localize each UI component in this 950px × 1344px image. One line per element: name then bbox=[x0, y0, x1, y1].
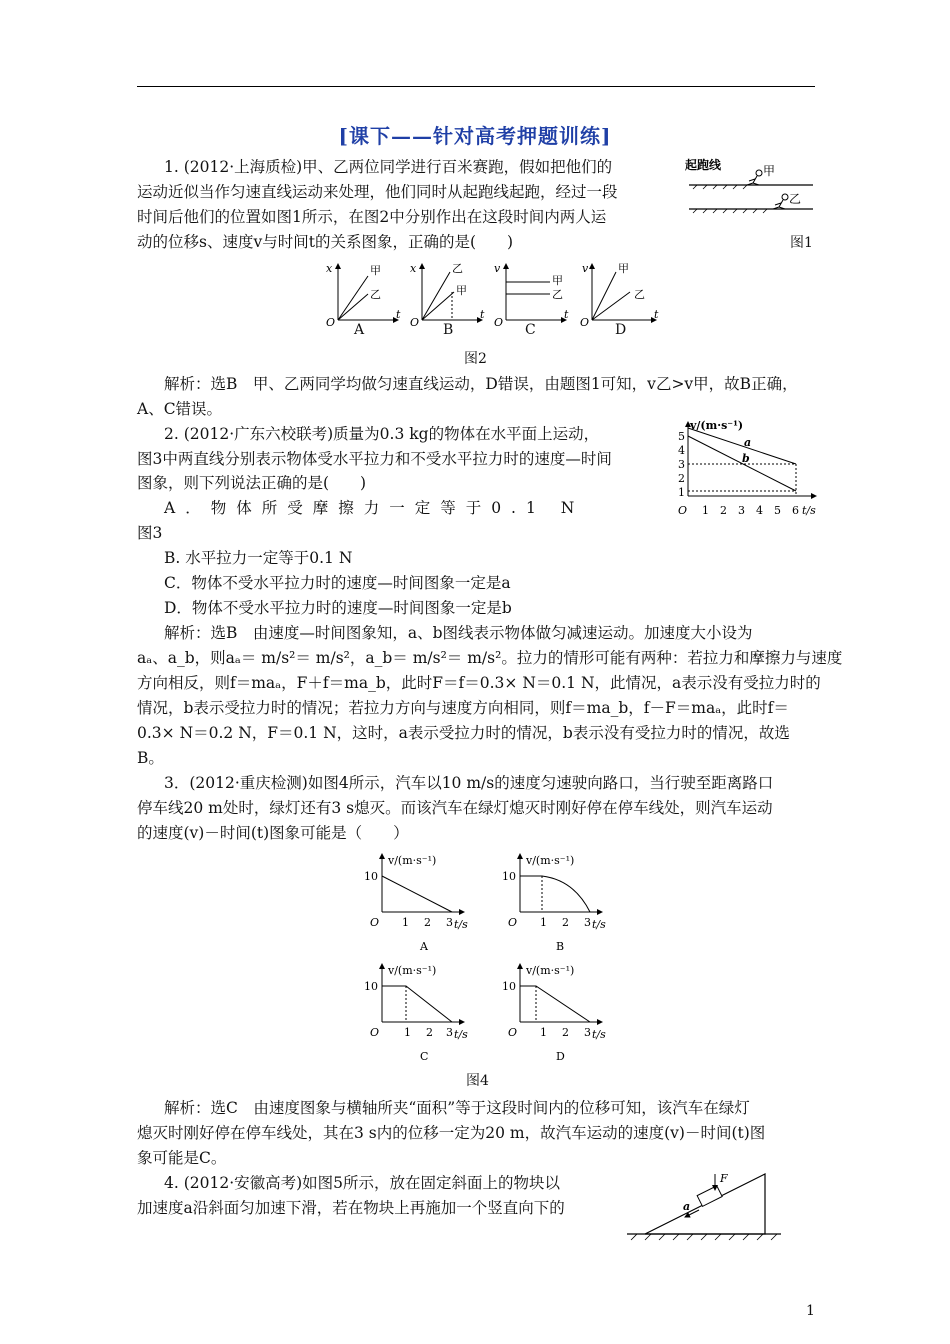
svg-text:v: v bbox=[582, 262, 589, 275]
figure-3-caption: 图3 bbox=[137, 524, 163, 542]
svg-text:甲: 甲 bbox=[456, 284, 467, 297]
acceleration-label: a bbox=[683, 1200, 691, 1213]
svg-text:乙: 乙 bbox=[370, 288, 381, 301]
svg-text:t/s: t/s bbox=[454, 918, 468, 931]
section-title: [课下——针对高考押题训练] bbox=[338, 124, 612, 148]
svg-text:t/s: t/s bbox=[592, 918, 606, 931]
svg-text:1: 1 bbox=[404, 1026, 411, 1039]
svg-text:6: 6 bbox=[792, 504, 799, 517]
graph-A bbox=[326, 262, 401, 329]
figure-1-running-track bbox=[683, 153, 823, 223]
svg-text:A: A bbox=[420, 940, 428, 953]
q2-option-d: D．物体不受水平拉力时的速度—时间图象一定是b bbox=[164, 599, 512, 617]
page-number: 1 bbox=[806, 1303, 815, 1319]
q1-line: 1. (2012·上海质检)甲、乙两位同学进行百米赛跑，假如把他们的 bbox=[164, 158, 613, 176]
runner-a-label: 甲 bbox=[763, 164, 776, 178]
svg-text:b: b bbox=[742, 452, 750, 465]
svg-text:t: t bbox=[480, 308, 485, 321]
graph-D bbox=[580, 262, 659, 329]
svg-text:t: t bbox=[564, 308, 569, 321]
svg-text:3: 3 bbox=[584, 916, 591, 929]
svg-text:2: 2 bbox=[562, 916, 569, 929]
q3-line: 3．(2012·重庆检测)如图4所示，汽车以10 m/s的速度匀速驶向路口，当行驶至距离路口 bbox=[164, 774, 774, 792]
svg-text:v/(m·s⁻¹): v/(m·s⁻¹) bbox=[388, 964, 437, 977]
svg-text:2: 2 bbox=[678, 472, 685, 485]
svg-text:a: a bbox=[744, 436, 752, 449]
svg-text:t: t bbox=[654, 308, 659, 321]
q3-line: 停车线20 m处时，绿灯还有3 s熄灭。而该汽车在绿灯熄灭时刚好停在停车线处，则汽车运动 bbox=[137, 799, 773, 817]
q3-answer: 熄灭时刚好停在停车线处，其在3 s内的位移一定为20 m，故汽车运动的速度(v)－时间(t)图 bbox=[137, 1124, 766, 1142]
q1-line: 动的位移s、速度v与时间t的关系图象，正确的是( ) bbox=[137, 233, 514, 251]
q2-answer: B。 bbox=[137, 749, 164, 767]
svg-text:O: O bbox=[326, 316, 336, 329]
svg-text:t/s: t/s bbox=[454, 1028, 468, 1041]
svg-text:3: 3 bbox=[678, 458, 685, 471]
svg-text:甲: 甲 bbox=[618, 262, 629, 275]
graph-C bbox=[494, 262, 569, 329]
svg-text:10: 10 bbox=[364, 870, 378, 883]
q1-line: 运动近似当作匀速直线运动来处理，他们同时从起跑线起跑，经过一段 bbox=[137, 183, 618, 201]
svg-text:10: 10 bbox=[364, 980, 378, 993]
svg-text:4: 4 bbox=[678, 444, 685, 457]
graph-B bbox=[410, 262, 485, 329]
svg-text:O: O bbox=[370, 916, 380, 929]
option-b-label: B bbox=[443, 322, 454, 338]
svg-text:v/(m·s⁻¹): v/(m·s⁻¹) bbox=[526, 854, 575, 867]
svg-text:2: 2 bbox=[562, 1026, 569, 1039]
q2-option-a: A．物体所受摩擦力一定等于0.1 N bbox=[164, 499, 585, 517]
y-axis-label: v/(m·s⁻¹) bbox=[690, 419, 744, 432]
q2-option-b: B. 水平拉力一定等于0.1 N bbox=[164, 549, 353, 567]
svg-text:甲: 甲 bbox=[370, 264, 381, 277]
graph-C bbox=[364, 964, 468, 1063]
graph-D bbox=[502, 964, 606, 1063]
figure-1-caption: 图1 bbox=[790, 235, 813, 251]
graph-B bbox=[502, 854, 606, 953]
figure-5-incline bbox=[625, 1168, 785, 1250]
svg-text:O: O bbox=[580, 316, 590, 329]
runner-b-label: 乙 bbox=[789, 192, 802, 206]
svg-text:O: O bbox=[410, 316, 420, 329]
svg-text:3: 3 bbox=[446, 1026, 453, 1039]
svg-text:t/s: t/s bbox=[802, 504, 816, 517]
graph-A bbox=[364, 854, 468, 953]
svg-text:x: x bbox=[326, 262, 333, 275]
force-label: F bbox=[720, 1172, 728, 1185]
svg-text:乙: 乙 bbox=[452, 262, 463, 275]
svg-text:5: 5 bbox=[678, 430, 685, 443]
q3-line: 的速度(v)－时间(t)图象可能是（ ） bbox=[137, 824, 409, 842]
svg-text:v: v bbox=[494, 262, 501, 275]
svg-text:1: 1 bbox=[702, 504, 709, 517]
svg-text:x: x bbox=[410, 262, 417, 275]
q2-line: 2. (2012·广东六校联考)质量为0.3 kg的物体在水平面上运动， bbox=[164, 425, 600, 443]
svg-text:v/(m·s⁻¹): v/(m·s⁻¹) bbox=[388, 854, 437, 867]
q4-line: 加速度a沿斜面匀加速下滑，若在物块上再施加一个竖直向下的 bbox=[137, 1199, 565, 1217]
svg-text:1: 1 bbox=[678, 486, 685, 499]
q4-line: 4. (2012·安徽高考)如图5所示，放在固定斜面上的物块以 bbox=[164, 1174, 561, 1192]
q2-answer: 情况，b表示受拉力时的情况；若拉力方向与速度方向相同，则f＝ma_b，f－F＝maₐ，此时f＝ bbox=[137, 699, 789, 717]
svg-text:甲: 甲 bbox=[552, 274, 563, 287]
svg-text:2: 2 bbox=[424, 916, 431, 929]
q2-line: 图象，则下列说法正确的是( ) bbox=[137, 474, 367, 492]
option-a-label: A bbox=[354, 322, 365, 338]
svg-text:10: 10 bbox=[502, 980, 516, 993]
svg-text:O: O bbox=[494, 316, 504, 329]
figure-2-caption: 图2 bbox=[464, 351, 487, 367]
q2-answer: 方向相反，则f＝maₐ，F＋f＝ma_b，此时F＝f＝0.3× N＝0.1 N，此情况，a表示没有受拉力时的 bbox=[137, 674, 821, 692]
figure-3-vt-graph bbox=[676, 418, 826, 520]
figure-4-graphs bbox=[360, 850, 620, 1070]
q2-answer: 解析：选B 由速度—时间图象知，a、b图线表示物体做匀减速运动。加速度大小设为 bbox=[164, 624, 753, 642]
q1-answer: A、C错误。 bbox=[137, 400, 223, 418]
svg-text:10: 10 bbox=[502, 870, 516, 883]
svg-text:2: 2 bbox=[720, 504, 727, 517]
svg-text:2: 2 bbox=[426, 1026, 433, 1039]
svg-text:O: O bbox=[370, 1026, 380, 1039]
svg-text:3: 3 bbox=[738, 504, 745, 517]
svg-text:t/s: t/s bbox=[592, 1028, 606, 1041]
svg-text:v/(m·s⁻¹): v/(m·s⁻¹) bbox=[526, 964, 575, 977]
svg-text:3: 3 bbox=[584, 1026, 591, 1039]
start-line-label: 起跑线 bbox=[685, 158, 722, 172]
svg-text:1: 1 bbox=[540, 916, 547, 929]
q2-answer: aₐ、a_b，则aₐ＝ m/s²＝ m/s²，a_b＝ m/s²＝ m/s²。拉力的情形可能有两种：若拉力和摩擦力与速度 bbox=[137, 649, 843, 667]
q1-line: 时间后他们的位置如图1所示，在图2中分别作出在这段时间内两人运 bbox=[137, 208, 607, 226]
header-rule bbox=[137, 86, 815, 87]
svg-text:5: 5 bbox=[774, 504, 781, 517]
svg-text:1: 1 bbox=[540, 1026, 547, 1039]
q3-answer: 解析：选C 由速度图象与横轴所夹“面积”等于这段时间内的位移可知，该汽车在绿灯 bbox=[164, 1099, 750, 1117]
q2-line: 图3中两直线分别表示物体受水平拉力和不受水平拉力时的速度—时间 bbox=[137, 450, 612, 468]
svg-text:3: 3 bbox=[446, 916, 453, 929]
option-c-label: C bbox=[525, 322, 536, 338]
svg-text:4: 4 bbox=[756, 504, 763, 517]
svg-text:O: O bbox=[678, 504, 688, 517]
svg-text:乙: 乙 bbox=[634, 288, 645, 301]
svg-text:C: C bbox=[420, 1050, 429, 1063]
svg-text:乙: 乙 bbox=[552, 288, 563, 301]
svg-text:t: t bbox=[396, 308, 401, 321]
svg-text:O: O bbox=[508, 916, 518, 929]
svg-text:O: O bbox=[508, 1026, 518, 1039]
q2-option-c: C．物体不受水平拉力时的速度—时间图象一定是a bbox=[164, 574, 511, 592]
svg-text:B: B bbox=[556, 940, 565, 953]
svg-text:D: D bbox=[556, 1050, 565, 1063]
figure-4-caption: 图4 bbox=[466, 1073, 489, 1089]
svg-text:1: 1 bbox=[402, 916, 409, 929]
q2-answer: 0.3× N＝0.2 N，F＝0.1 N，这时，a表示受拉力时的情况，b表示没有受拉力时的情况，故选 bbox=[137, 724, 790, 742]
option-d-label: D bbox=[615, 322, 627, 338]
q1-answer: 解析：选B 甲、乙两同学均做匀速直线运动，D错误，由题图1可知，v乙>v甲，故B正确， bbox=[164, 375, 798, 393]
q3-answer: 象可能是C。 bbox=[137, 1149, 227, 1167]
